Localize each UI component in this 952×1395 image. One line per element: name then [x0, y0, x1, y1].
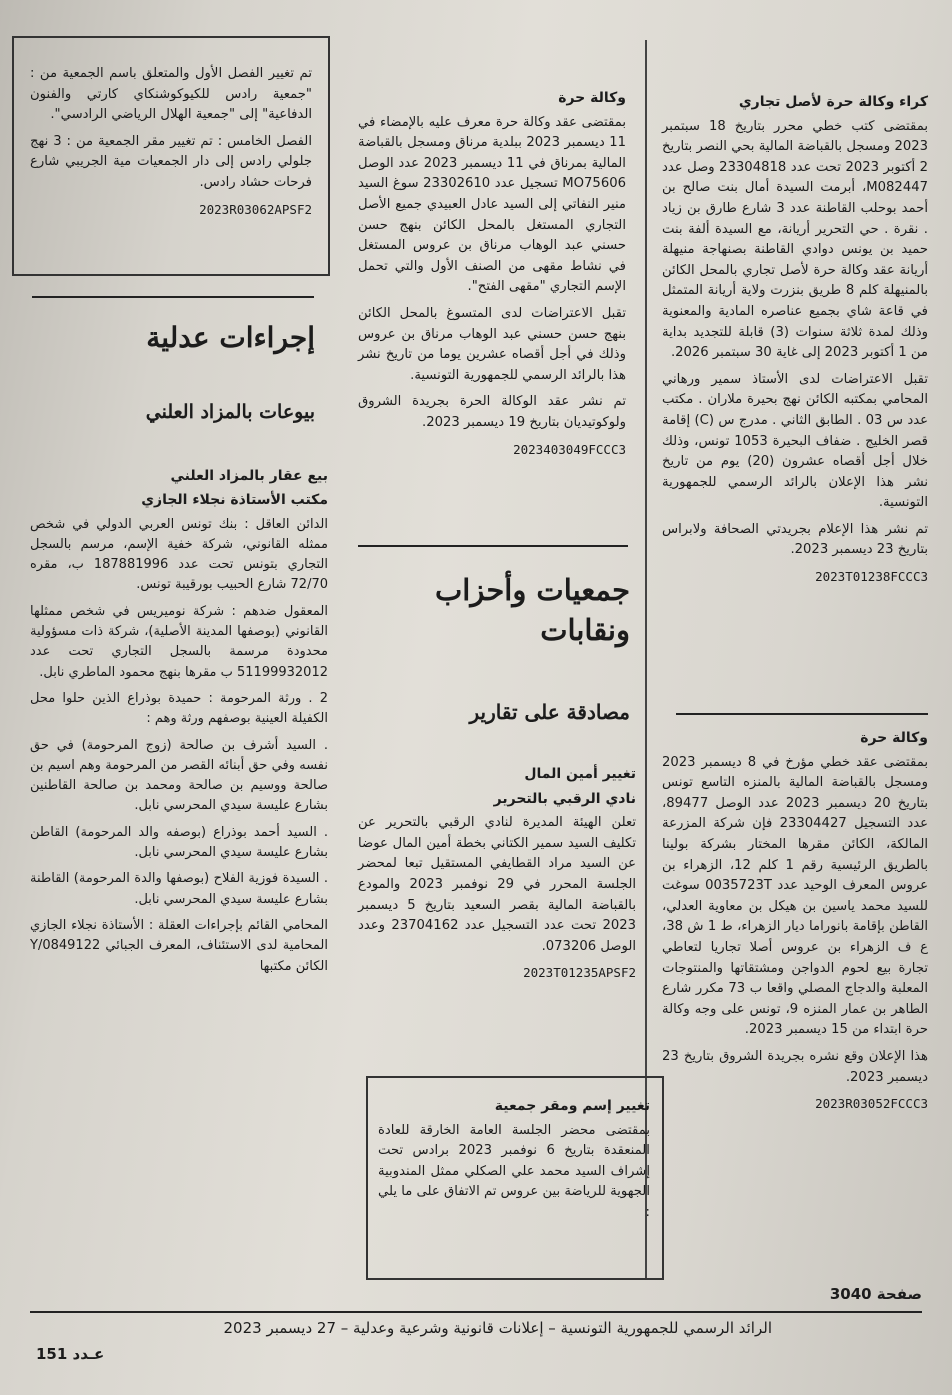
divider	[358, 545, 628, 547]
column-right-lower	[662, 728, 928, 1115]
notice-title: تغيير أمين المال	[524, 766, 636, 782]
notice-treasurer	[358, 764, 636, 984]
creditor: الدائن العاقل : بنك تونس العربي الدولي في شخص ممثله القانوني، شركة خفية الإسم، مرسم بالسجل التجاري بتونس تحت عدد 187881996 ب، مقره 72/70 شارع الحبيب بورقيبة تونس.	[30, 516, 328, 593]
lawyer: المحامي القائم بإجراءات العقلة : الأستاذة نجلاء الجازي المحامية لدى الاستئناف، المعرف الجبائي 0849122/Y الكائن مكتبها	[30, 917, 328, 974]
notice-title: وكالة حرة	[860, 730, 928, 746]
page-number: صفحة 3040	[829, 1285, 922, 1303]
notice-objections: تقبل الاعتراضات لدى الأستاذ سمير ورهاني المحامي بمكتبه الكائن نهج بحيرة ملاران . مكتب عدد س 03 . الطابق الثاني . مدرج س (C) إقامة قصر الخليج . ضفاف البحيرة 1053 تونس، وذلك خلال أجل أقصاه عشرون (20) يوم من تاريخ نشر هذا الإعلان بالرائد الرسمي للجمهورية التونسية.	[662, 371, 928, 511]
column-right	[662, 92, 928, 588]
page-footer	[30, 1285, 922, 1375]
notice-title: وكالة حرة	[558, 90, 626, 106]
notice-reference: 2023T01238FCCC3	[815, 569, 928, 585]
notice-reference: 2023R03052FCCC3	[815, 1096, 928, 1112]
footer-rule	[30, 1311, 922, 1313]
section-title: إجراءات عدلية	[146, 321, 315, 354]
footer-publication-line: الرائد الرسمي للجمهورية التونسية – إعلانات قانونية وشرعية وعدلية – 27 ديسمبر 2023	[223, 1319, 772, 1337]
notice-publish: هذا الإعلان وقع نشره بجريدة الشروق بتاريخ 23 ديسمبر 2023.	[662, 1048, 928, 1085]
notice-name-change	[378, 1096, 650, 1230]
heir-item: . السيد أشرف بن صالحة (زوج المرحومة) في حق نفسه وفي حق أبنائه القصر من المرحومة وهم اسيم بن صالحة ووسيم بن صالحة ومحمد بن صالحة القاطنين بشارع عليسة سيدي المحرسي نابل.	[30, 737, 328, 814]
notice-subtitle: نادي الرقبي بالتحرير	[493, 790, 636, 807]
notice-body: تعلن الهيئة المديرة لنادي الرقبي بالتحرير عن تكليف السيد سمير الكتاني بخطة أمين المال عوضا عن السيد مراد القطايفي المستقيل تبعا لمحضر الجلسة المحرر في 29 نوفمبر 2023 والمودع بالقباضة المالية بقصر السعيد بتاريخ 5 ديسمبر 2023 تحت عدد التسجيل عدد 23704162 وعدد الوصل 073206.	[358, 815, 636, 954]
divider	[676, 713, 928, 715]
section-title: جمعيات وأحزاب ونقابات	[434, 573, 630, 647]
notice-title: بيع عقار بالمزاد العلني	[170, 468, 328, 484]
notice-body: بمقتضى عقد خطي مؤرخ في 8 ديسمبر 2023 ومسجل بالقباضة المالية بالمنزه التاسع تونس بتاريخ 20 ديسمبر 2023 عدد الوصل 89477، عدد التسجيل 23304427 فإن شركة المزرعة المالكة، الكائن مقرها المختار بشركة بولينا بالطريق الرئيسية رقم 1 كلم 12، الزهراء بن عروس المعرف الوحيد عدد 0035723T سوغت للسيد محمد ياسين بن هيكل بن معاوية العدلي، القاطن بإقامة بانوراما ديار الزهراء، ط 1 ش 38، ع ف الزهراء بن عروس أصلا تجاريا لتعاطي تجارة بيع لحوم الدواجن ومشتقاتها والمنتوجات المعلبة والدجاج المصلي واقعا ب 73 مكرر شارع الطاهر بن عمار المنزه 9، تونس على وجه وكالة حرة ابتداء من 15 ديسمبر 2023.	[662, 754, 929, 1038]
notice-body: بمقتضى محضر الجلسة العامة الخارقة للعادة المنعقدة بتاريخ 6 نوفمبر 2023 برادس تحت إشراف السيد محمد علي الصكلي ممثل المندوبية الجهوية للرياضة بين عروس تم الاتفاق على ما يلي :	[378, 1122, 650, 1220]
notice-body: بمقتضى عقد وكالة حرة معرف عليه بالإمضاء في 11 ديسمبر 2023 ببلدية مرناق ومسجل بالقباضة المالية بمرناق في 11 ديسمبر 2023 عدد الوصل MO75606 تسجيل عدد 23302610 سوغ السيد منير النفاتي إلى السيد عادل العبيدي جميع الأصل التجاري المستغل بالمحل الكائن بنهج حسن حسني عبد الوهاب مرناق بن عروس المستغل في نشاط مقهى من الصنف الأول والتي تحمل الإسم التجاري "مقهى الفتح".	[358, 114, 626, 295]
column-middle	[358, 88, 626, 460]
notice-publish: تم نشر عقد الوكالة الحرة بجريدة الشروق ولوكوتيديان بتاريخ 19 ديسمبر 2023.	[358, 394, 626, 430]
notice-reference: 2023403049FCCC3	[513, 441, 626, 457]
notice-publish: تم نشر هذا الإعلام بجريدتي الصحافة ولابراس بتاريخ 23 ديسمبر 2023.	[662, 521, 928, 558]
subsection-title: مصادقة على تقارير	[469, 700, 630, 724]
heir-item: . السيدة فوزية الفلاح (بوصفها والدة المرحومة) القاطنة بشارع عليسة سيدي المحرسي نابل.	[30, 871, 328, 907]
notice-subtitle: مكتب الأستاذة نجلاء الجازي	[141, 492, 328, 509]
notice-auction	[30, 466, 328, 983]
notice-body: الفصل الخامس : تم تغيير مقر الجمعية من : 3 نهج جلولي رادس إلى دار الجمعيات مية الجريبي شارع فرحات حشاد رادس.	[30, 133, 312, 190]
notice-body: بمقتضى كتب خطي محرر بتاريخ 18 سبتمبر 2023 ومسجل بالقباضة المالية بحي النصر بتاريخ 2 أكتوبر 2023 تحت عدد 23304818 وصل عدد M082447، أبرمت السيدة أمال بنت صالح بن أحمد بوحلب القاطنة عدد 3 شارع طارق بن زياد . نقرة . حي التحرير أريانة، مع السيدة ألفة بنت حميد بن يونس دوادي القاطنة بصنهاجة منيهلة أريانة عقد وكالة حرة لأصل تجاري بالمحل الكائن بالمنيهلة كلم 8 طريق بنزرت ولاية أريانة المتمثل في قاعة شاي بجميع عناصره المادية والمعنوية وذلك لمدة ثلاثة سنوات (3) قابلة للتجديد بداية من 1 أكتوبر 2023 إلى غاية 30 سبتمبر 2026.	[662, 118, 929, 361]
notice-title: تغيير إسم ومقر جمعية	[494, 1098, 650, 1114]
column-left-top	[30, 64, 312, 220]
notice-reference: 2023R03062APSF2	[199, 201, 312, 217]
notice-reference: 2023T01235APSF2	[523, 965, 636, 981]
notice-body: تم تغيير الفصل الأول والمتعلق باسم الجمعية من : "جمعية رادس للكيوكوشنكاي كارتي والفنون الدفاعية" إلى "جمعية الهلال الرياضي الرادسي".	[30, 66, 312, 123]
divider	[32, 296, 314, 298]
heir-item: . السيد أحمد بوذراع (بوصفه والد المرحومة) القاطن بشارع عليسة سيدي المحرسي نابل.	[30, 824, 328, 861]
debtor: المعقول ضدهم : شركة نوميريس في شخص ممثلها القانوني (بوصفها المدينة الأصلية)، شركة ذات مسؤولية محدودة مرسمة بالسجل التجاري تحت عدد 51199932012 ب مقرها بنهج محمود الماطري نابل.	[30, 603, 328, 680]
notice-title: كراء وكالة حرة لأصل تجاري	[738, 94, 928, 110]
heirs: 2 . ورثة المرحومة : حميدة بوذراع الذين حلوا محل الكفيلة العينية بوصفهم ورثة وهم :	[30, 690, 328, 727]
notice-objections: تقبل الاعتراضات لدى المتسوغ بالمحل الكائن بنهج حسن حسني عبد الوهاب مرناق بن عروس وذلك في أجل أقصاه عشرين يوما من تاريخ نشر هذا بالرائد الرسمي للجمهورية التونسية.	[358, 305, 626, 383]
issue-number: عـدد 151	[36, 1345, 105, 1363]
subsection-title: بيوعات بالمزاد العلني	[145, 401, 315, 423]
